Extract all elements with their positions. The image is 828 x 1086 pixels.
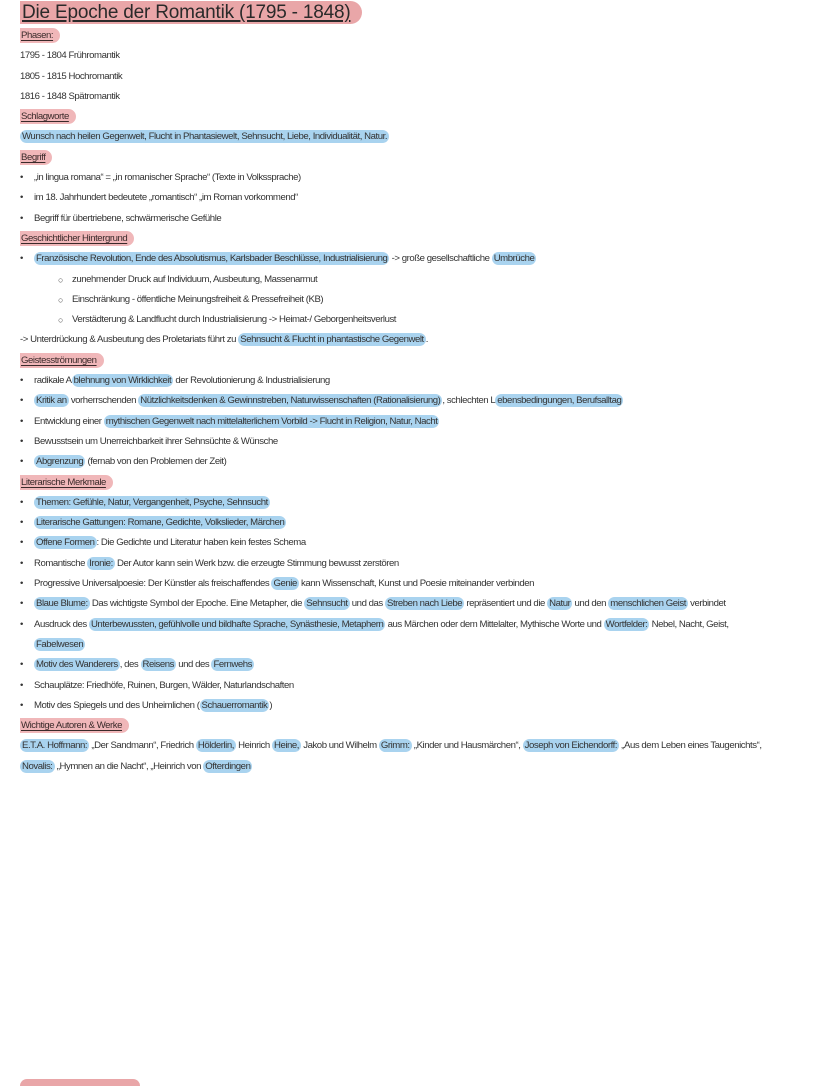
- text-segment: Romantische: [34, 557, 88, 569]
- text-segment: Heinrich: [235, 740, 272, 752]
- text-segment: im 18. Jahrhundert bedeutete „romantisch“ „im Roman vorkommend“: [34, 192, 298, 204]
- highlighted-text: Blaue Blume:: [36, 598, 88, 610]
- text-segment: Der Autor kann sein Werk bzw. die erzeugte Stimmung bewusst zerstören: [114, 557, 399, 569]
- highlighted-text: menschlichen Geist: [610, 598, 686, 610]
- heading-begriff: [20, 148, 810, 168]
- highlighted-text: Ironie:: [89, 557, 113, 569]
- bullet-item: [20, 412, 810, 432]
- sub-bullet-item: [20, 310, 810, 330]
- highlighted-text: Abgrenzung: [36, 456, 84, 468]
- highlighted-text: Kritik an: [36, 395, 67, 407]
- text-segment: Ausdruck des: [34, 618, 89, 630]
- bullet-item: [20, 493, 810, 513]
- section-heading: Geschichtlicher Hintergrund: [20, 231, 134, 246]
- text-segment: Entwicklung einer: [34, 415, 104, 427]
- text-segment: aus Märchen oder dem Mittelalter, Mythische Worte und: [385, 618, 604, 630]
- text-segment: und des: [176, 659, 212, 671]
- highlighted-text: Grimm:: [380, 740, 410, 752]
- highlight-fragment: [20, 1079, 140, 1086]
- text-segment: zunehmender Druck auf Individuum, Ausbeutung, Massenarmut: [72, 273, 318, 285]
- bullet-item: [20, 391, 810, 411]
- highlighted-text: blehnung von Wirklichkeit: [73, 375, 172, 387]
- text-segment: „Hymnen an die Nacht“, „Heinrich von: [54, 760, 204, 772]
- highlighted-text: E.T.A. Hoffmann:: [22, 740, 88, 752]
- sub-bullet-item: [20, 270, 810, 290]
- bullet-item: [20, 655, 810, 675]
- section-heading: Phasen:: [20, 28, 60, 43]
- highlighted-text: ebensbedingungen, Berufsalltag: [497, 395, 622, 407]
- highlighted-text: Wortfelder:: [605, 618, 648, 630]
- bullet-item: [20, 554, 810, 574]
- text-segment: „Aus dem Leben eines Taugenichts“,: [619, 740, 762, 752]
- section-heading: Schlagworte: [20, 109, 76, 124]
- text-segment: ): [269, 699, 273, 711]
- text-line: [20, 127, 810, 147]
- text-segment: , des: [119, 659, 141, 671]
- highlighted-text: Offene Formen: [36, 537, 95, 549]
- highlighted-text: Französische Revolution, Ende des Absolutismus, Karlsbader Beschlüsse, Industrialisierung: [36, 253, 388, 265]
- text-segment: 1795 - 1804 Frühromantik: [20, 50, 120, 62]
- document-body: [20, 26, 810, 777]
- text-segment: Verstädterung & Landflucht durch Industrialisierung -> Heimat-/ Geborgenheitsverlust: [72, 314, 397, 326]
- section-heading: Geistesströmungen: [20, 353, 104, 368]
- highlighted-text: Joseph von Eichendorff:: [524, 740, 618, 752]
- text-segment: -> große gesellschaftliche: [389, 253, 492, 265]
- bullet-item: [20, 676, 810, 696]
- highlighted-text: Wunsch nach heilen Gegenwelt, Flucht in Phantasiewelt, Sehnsucht, Liebe, Individualität, Natur.: [22, 131, 388, 143]
- heading-wichtige-autoren: [20, 716, 810, 736]
- text-line: [20, 330, 810, 350]
- text-segment: 1816 - 1848 Spätromantik: [20, 90, 120, 102]
- text-segment: „Kinder und Hausmärchen“,: [411, 740, 523, 752]
- text-line: [20, 635, 810, 655]
- heading-literarische-merkmale: [20, 473, 810, 493]
- text-segment: : Die Gedichte und Literatur haben kein festes Schema: [96, 537, 306, 549]
- highlighted-text: Novalis:: [22, 760, 53, 772]
- text-segment: Begriff für übertriebene, schwärmerische Gefühle: [34, 212, 222, 224]
- bullet-item: [20, 188, 810, 208]
- bullet-item: [20, 574, 810, 594]
- document-title: Die Epoche der Romantik (1795 - 1848): [20, 1, 362, 24]
- bullet-item: [20, 168, 810, 188]
- text-segment: repräsentiert und die: [464, 598, 548, 610]
- bullet-item: [20, 249, 810, 269]
- sub-bullet-item: [20, 290, 810, 310]
- section-heading: Begriff: [20, 150, 52, 165]
- heading-schlagworte: [20, 107, 810, 127]
- text-segment: und den: [572, 598, 609, 610]
- text-line: [20, 67, 810, 87]
- highlighted-text: Sehnsucht & Flucht in phantastische Gegenwelt: [240, 334, 424, 346]
- highlighted-text: Streben nach Liebe: [387, 598, 463, 610]
- bullet-item: [20, 615, 810, 635]
- text-segment: Progressive Universalpoesie: Der Künstler als freischaffendes: [34, 578, 272, 590]
- highlighted-text: Natur: [549, 598, 571, 610]
- text-segment: Schauplätze: Friedhöfe, Ruinen, Burgen, Wälder, Naturlandschaften: [34, 679, 294, 691]
- bullet-item: [20, 452, 810, 472]
- highlighted-text: Sehnsucht: [306, 598, 348, 610]
- highlighted-text: Hölderlin,: [197, 740, 234, 752]
- text-segment: Das wichtigste Symbol der Epoche. Eine Metapher, die: [89, 598, 305, 610]
- highlighted-text: Literarische Gattungen: Romane, Gedichte, Volkslieder, Märchen: [36, 517, 285, 529]
- text-segment: radikale A: [34, 375, 72, 387]
- text-segment: der Revolutionierung & Industrialisierung: [173, 375, 330, 387]
- bullet-item: [20, 533, 810, 553]
- highlighted-text: Themen: Gefühle, Natur, Vergangenheit, Psyche, Sehnsucht: [36, 496, 268, 508]
- bullet-item: [20, 432, 810, 452]
- text-segment: und das: [349, 598, 385, 610]
- highlighted-text: Fernwehs: [213, 659, 252, 671]
- highlighted-text: Fabelwesen: [36, 638, 84, 650]
- text-segment: kann Wissenschaft, Kunst und Poesie miteinander verbinden: [298, 578, 535, 590]
- text-segment: Einschränkung - öffentliche Meinungsfreiheit & Pressefreiheit (KB): [72, 293, 324, 305]
- document: [20, 0, 810, 777]
- highlighted-text: Umbrüche: [493, 253, 535, 265]
- highlighted-text: Reisens: [142, 659, 175, 671]
- text-segment: verbindet: [687, 598, 726, 610]
- bullet-item: [20, 513, 810, 533]
- text-line: [20, 757, 810, 777]
- highlighted-text: Unterbewussten, gefühlvolle und bildhafte Sprache, Synästhesie, Metaphern: [90, 618, 384, 630]
- bullet-item: [20, 594, 810, 614]
- text-segment: vorherrschenden: [68, 395, 139, 407]
- heading-phasen: [20, 26, 810, 46]
- text-segment: , schlechten L: [442, 395, 496, 407]
- highlighted-text: Genie: [273, 578, 297, 590]
- text-line: [20, 87, 810, 107]
- heading-geschichtlicher-hintergrund: [20, 229, 810, 249]
- bullet-item: [20, 209, 810, 229]
- text-segment: „in lingua romana“ = „in romanischer Sprache“ (Texte in Volkssprache): [34, 172, 301, 184]
- highlighted-text: Ofterdingen: [205, 760, 251, 772]
- text-line: [20, 736, 810, 756]
- heading-geistesstroemungen: [20, 351, 810, 371]
- highlighted-text: Motiv des Wanderers: [36, 659, 118, 671]
- bullet-item: [20, 696, 810, 716]
- section-heading: Literarische Merkmale: [20, 475, 113, 490]
- text-segment: (fernab von den Problemen der Zeit): [85, 456, 227, 468]
- text-segment: .: [425, 334, 428, 346]
- bullet-item: [20, 371, 810, 391]
- text-segment: Nebel, Nacht, Geist,: [649, 618, 729, 630]
- text-segment: -> Unterdrückung & Ausbeutung des Proletariats führt zu: [20, 334, 239, 346]
- text-segment: Motiv des Spiegels und des Unheimlichen (: [34, 699, 200, 711]
- text-segment: 1805 - 1815 Hochromantik: [20, 70, 123, 82]
- text-segment: „Der Sandmann“, Friedrich: [89, 740, 196, 752]
- text-segment: Bewusstsein um Unerreichbarkeit ihrer Sehnsüchte & Wünsche: [34, 435, 278, 447]
- highlighted-text: Schauerromantik: [201, 699, 268, 711]
- highlighted-text: Heine,: [273, 740, 300, 752]
- section-heading: Wichtige Autoren & Werke: [20, 718, 129, 733]
- text-line: [20, 46, 810, 66]
- highlighted-text: mythischen Gegenwelt nach mittelalterlichem Vorbild -> Flucht in Religion, Natur, Nacht: [105, 415, 438, 427]
- text-segment: Jakob und Wilhelm: [301, 740, 379, 752]
- highlighted-text: Nützlichkeitsdenken & Gewinnstreben, Naturwissenschaften (Rationalisierung): [140, 395, 441, 407]
